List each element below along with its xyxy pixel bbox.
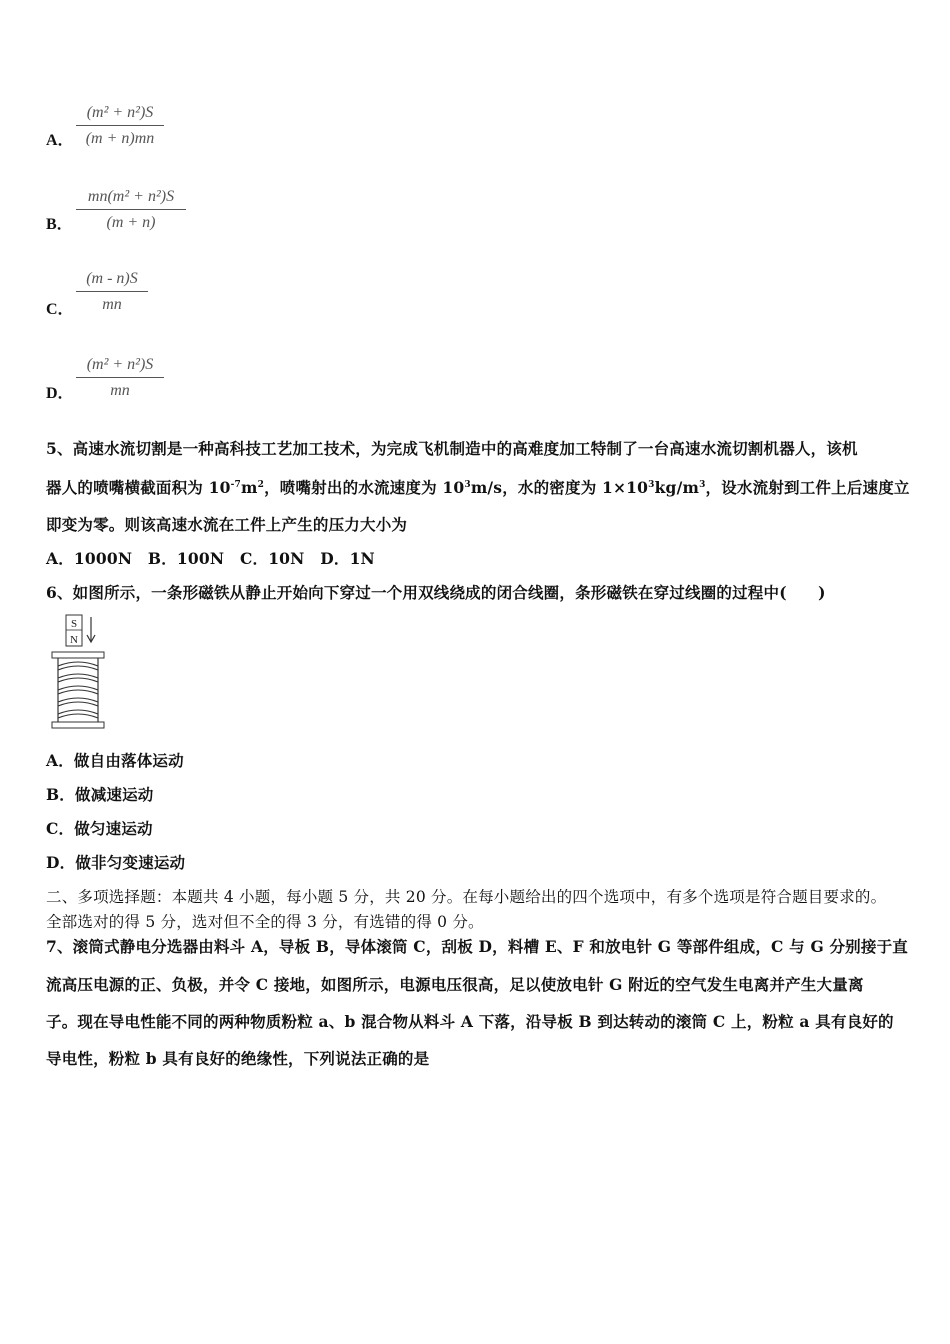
q4-option-b-label: B． [46, 216, 73, 233]
q4-option-d-denominator: mn [110, 382, 130, 399]
q4-option-c-fraction [76, 270, 148, 314]
magnet-s-label: S [70, 618, 78, 630]
q4-option-c-label: C． [46, 301, 74, 318]
q5-options: A．1000N B．100N C．10N D．1N [46, 549, 375, 568]
q7-line-2: 流高压电源的正、负极，并令 C 接地，如图所示，电源电压很高，足以使放电针 G 附近的空气发生电离并产生大量离 [46, 975, 864, 994]
q6-stem: 6、如图所示，一条形磁铁从静止开始向下穿过一个用双线绕成的闭合线圈，条形磁铁在穿过线圈的过程中( ) [46, 583, 826, 602]
q4-option-a-denominator: (m + n)mn [85, 130, 155, 147]
q4-option-b-denominator: (m + n) [106, 214, 156, 231]
q5-line-3: 即变为零。则该高速水流在工件上产生的压力大小为 [46, 515, 408, 534]
q4-option-c-numerator: (m - n)S [86, 270, 138, 287]
q4-option-b-fraction [76, 188, 186, 232]
q4-option-a-label: A． [46, 132, 74, 149]
q4-option-a-numerator: (m² + n²)S [86, 104, 154, 121]
q5-line-2: 器人的喷嘴横截面积为 $10^{-7}m^2$，喷嘴射出的水流速度为 $10^3m/s$，水的密度为 $1\times 10^3kg/m^3$，设水流射到工件上后速度立 [46, 478, 910, 497]
coil-bottom-plate [52, 722, 104, 728]
q7-line-1: 7、滚筒式静电分选器由料斗 A，导板 B，导体滚筒 C，刮板 D，料槽 E、F 和放电针 G 等部件组成，C 与 G 分别接于直 [46, 937, 908, 956]
magnet-n-label: N [70, 634, 78, 646]
q6-option-c: C．做匀速运动 [46, 819, 153, 838]
q6-option-b: B．做减速运动 [46, 785, 154, 804]
q6-option-d: D．做非匀变速运动 [46, 853, 186, 872]
coil-top-plate [52, 652, 104, 658]
q4-option-a-fraction [76, 104, 164, 148]
coil-winding [58, 662, 98, 718]
q4-option-d-numerator: (m² + n²)S [86, 356, 154, 373]
q6-option-a: A．做自由落体运动 [46, 751, 184, 770]
magnet-coil-figure [48, 614, 108, 732]
q4-option-d-fraction [76, 356, 164, 400]
section-2-heading-line-1: 二、多项选择题：本题共 4 小题，每小题 5 分，共 20 分。在每小题给出的四个选项中，有多个选项是符合题目要求的。 [46, 888, 887, 906]
q4-option-c-denominator: mn [102, 296, 122, 313]
q7-line-3: 子。现在导电性能不同的两种物质粉粒 a、b 混合物从料斗 A 下落，沿导板 B 到达转动的滚筒 C 上，粉粒 a 具有良好的 [46, 1012, 894, 1031]
q4-option-d-label: D． [46, 385, 74, 402]
q4-option-b-numerator: mn(m² + n²)S [87, 188, 175, 205]
q7-line-4: 导电性，粉粒 b 具有良好的绝缘性，下列说法正确的是 [46, 1049, 430, 1068]
section-2-heading-line-2: 全部选对的得 5 分，选对但不全的得 3 分，有选错的得 0 分。 [46, 913, 484, 931]
q5-line-1: 5、高速水流切割是一种高科技工艺加工技术，为完成飞机制造中的高难度加工特制了一台高速水流切割机器人，该机 [46, 439, 858, 458]
